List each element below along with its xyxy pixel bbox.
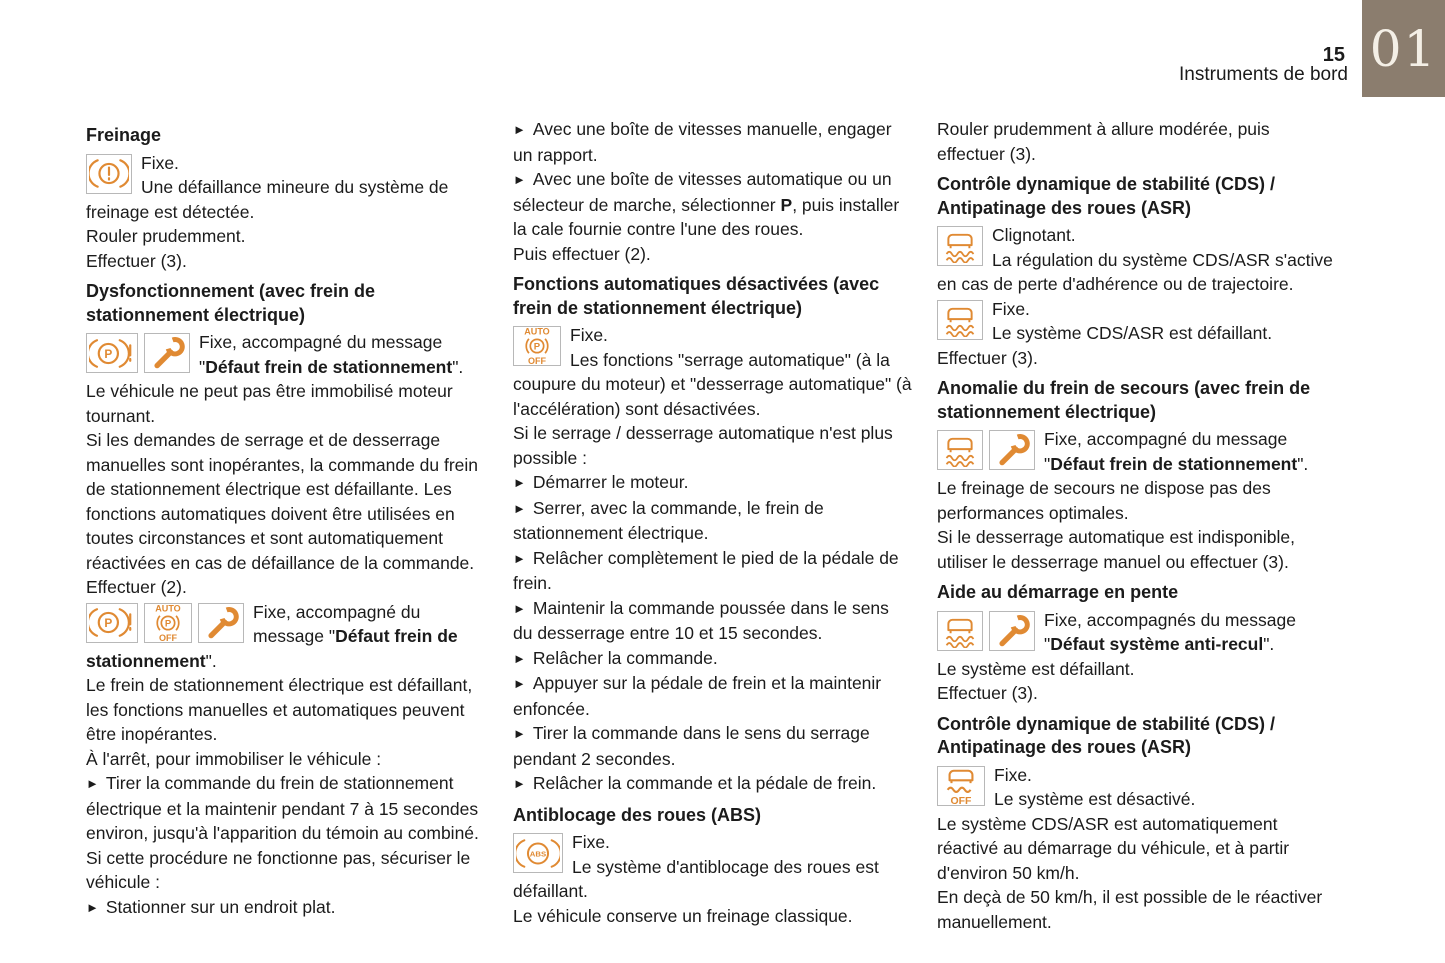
section-heading: Antiblocage des roues (ABS): [513, 804, 762, 825]
svg-text:P: P: [104, 615, 113, 630]
paragraph: Le système CDS/ASR est défaillant.: [992, 323, 1273, 343]
list-item-text: Tirer la commande dans le sens du serrage pendant 2 secondes.: [513, 723, 870, 769]
svg-text:P: P: [533, 341, 541, 353]
paragraph: Fixe.: [570, 325, 608, 345]
bullet-arrow-icon: ►: [513, 172, 526, 187]
list-item: [513, 721, 912, 771]
svg-text:AUTO: AUTO: [155, 603, 181, 614]
section-heading: Freinage: [86, 125, 162, 145]
stability-control-icon: [937, 300, 983, 340]
stability-control-icon: [937, 430, 983, 470]
text-segment: , puis installer la cale fournie contre l'une des roues.: [513, 194, 900, 239]
svg-text:OFF: OFF: [527, 356, 547, 366]
column-3: [937, 117, 1337, 934]
warning-icon-group: [86, 603, 244, 643]
list-item-text: Stationner sur un endroit plat.: [105, 896, 336, 917]
paragraph: Fixe.: [141, 152, 179, 173]
stability-control-off-icon: [937, 766, 985, 806]
text-segment: ".: [1297, 453, 1309, 474]
wrench-icon: [144, 333, 190, 373]
list-item: [86, 771, 486, 846]
paragraph: Effectuer (3).: [937, 683, 1038, 703]
warning-icon-group: [513, 833, 563, 873]
paragraph: Si le desserrage automatique est indisponible, utiliser le desserrage manuel ou effectuer (3).: [937, 527, 1295, 572]
abs-warning-icon: [513, 833, 563, 873]
list-item-text: Relâcher la commande.: [532, 647, 718, 668]
paragraph: Fixe.: [572, 832, 610, 852]
paragraph: Le système CDS/ASR est automatiquement réactivé au démarrage du véhicule, et à partir d'environ 50 km/h.: [937, 813, 1290, 883]
paragraph: Le système est défaillant.: [937, 658, 1135, 679]
chapter-tab: [1362, 0, 1445, 97]
svg-text:ABS: ABS: [529, 848, 547, 858]
bullet-arrow-icon: ►: [513, 500, 526, 516]
bullet-arrow-icon: ►: [86, 776, 99, 791]
bold-text: Défaut frein de stationnement: [1050, 453, 1298, 474]
wrench-icon: [198, 603, 244, 643]
paragraph: Le système est désactivé.: [994, 789, 1196, 809]
paragraph: Le système d'antiblocage des roues est défaillant.: [513, 856, 879, 901]
paragraph: Une défaillance mineure du système de freinage est détectée.: [86, 177, 449, 222]
stability-control-icon: [937, 226, 983, 266]
text-segment: Fixe, accompagnés du message ": [1044, 609, 1296, 654]
bullet-arrow-icon: ►: [513, 550, 526, 566]
paragraph: Fixe.: [994, 764, 1032, 785]
text-segment: Fixe, accompagné du message ": [253, 601, 421, 646]
bullet-arrow-icon: ►: [86, 899, 99, 915]
paragraph: Le véhicule conserve un freinage classique.: [513, 905, 853, 926]
list-item: [513, 671, 912, 721]
list-item-text: Maintenir la commande poussée dans le sens du desserrage entre 10 et 15 secondes.: [513, 597, 889, 643]
paragraph: Rouler prudemment à allure modérée, puis effectuer (3).: [937, 119, 1270, 164]
warning-icon-group: [937, 766, 985, 806]
paragraph: Fixe.: [992, 298, 1030, 319]
list-item: [513, 167, 912, 242]
section-heading: Anomalie du frein de secours (avec frein de stationnement électrique): [937, 378, 1311, 422]
parking-brake-fault-icon: [86, 333, 138, 373]
paragraph: Effectuer (3).: [86, 250, 187, 271]
bullet-arrow-icon: ►: [513, 475, 526, 490]
svg-text:OFF: OFF: [950, 795, 972, 806]
brake-warning-icon: [86, 154, 132, 194]
warning-icon-group: [937, 430, 1035, 470]
bullet-arrow-icon: ►: [513, 726, 526, 741]
list-item-text: [513, 169, 899, 239]
text-segment: ".: [452, 356, 464, 377]
bold-text: Défaut frein de stationnement: [205, 356, 453, 377]
parking-brake-fault-icon: [86, 603, 138, 643]
list-item: [513, 771, 912, 797]
section-heading: Dysfonctionnement (avec frein de stationnement électrique): [86, 281, 376, 325]
svg-text:P: P: [104, 346, 113, 361]
list-item: [513, 646, 912, 672]
warning-icon-group: [937, 611, 1035, 651]
bullet-arrow-icon: ►: [513, 122, 526, 137]
paragraph: Effectuer (2).: [86, 577, 187, 597]
paragraph: Le frein de stationnement électrique est défaillant, les fonctions manuelles et automatiques peuvent être inopérantes.: [86, 675, 473, 744]
list-item-text: Relâcher la commande et la pédale de frein.: [532, 773, 877, 793]
svg-text:OFF: OFF: [158, 632, 178, 643]
bullet-arrow-icon: ►: [513, 776, 526, 791]
svg-text:AUTO: AUTO: [524, 326, 550, 337]
paragraph: Si le serrage / desserrage automatique n'est plus possible :: [513, 423, 893, 468]
list-item: [513, 546, 912, 596]
warning-icon-group: [86, 154, 132, 194]
text-segment: Fixe, accompagné du message ": [1044, 429, 1288, 474]
paragraph: Le véhicule ne peut pas être immobilisé moteur tournant.: [86, 381, 453, 426]
column-2: [513, 117, 912, 928]
chapter-number: 01: [1369, 19, 1438, 78]
bullet-arrow-icon: ►: [513, 650, 526, 666]
wrench-icon: [989, 611, 1035, 651]
paragraph: Clignotant.: [992, 225, 1076, 245]
list-item: [513, 117, 912, 167]
warning-icon-group: [86, 333, 190, 373]
text-segment: ".: [1263, 634, 1275, 654]
list-item: [513, 496, 912, 546]
paragraph: Si cette procédure ne fonctionne pas, sécuriser le véhicule :: [86, 847, 471, 892]
auto-parking-brake-off-icon: [513, 326, 561, 366]
section-heading: Contrôle dynamique de stabilité (CDS) / Antipatinage des roues (ASR): [937, 713, 1276, 757]
section-heading: Fonctions automatiques désactivées (avec frein de stationnement électrique): [513, 274, 880, 318]
list-item: [86, 895, 486, 921]
text-segment: Fixe, accompagné du message ": [199, 332, 443, 377]
stability-control-icon: [937, 611, 983, 651]
warning-icon-group: [513, 326, 561, 366]
wrench-icon: [989, 430, 1035, 470]
warning-icon-group: [937, 300, 983, 340]
bold-text: Défaut système anti-recul: [1050, 634, 1264, 654]
list-item-text: Tirer la commande du frein de stationnement électrique et la maintenir pendant 7 à 15 secondes environ, jusqu'à l'apparition du témoin au combiné.: [86, 773, 479, 843]
list-item-text: Appuyer sur la pédale de frein et la maintenir enfoncée.: [513, 673, 882, 719]
section-title: Instruments de bord: [1179, 64, 1348, 85]
list-item-text: Démarrer le moteur.: [532, 472, 689, 492]
section-heading: Contrôle dynamique de stabilité (CDS) / Antipatinage des roues (ASR): [937, 174, 1276, 218]
bold-text: P: [780, 194, 793, 215]
paragraph: La régulation du système CDS/ASR s'active en cas de perte d'adhérence ou de trajectoire.: [937, 249, 1333, 294]
list-item-text: Avec une boîte de vitesses manuelle, engager un rapport.: [513, 119, 892, 165]
auto-parking-brake-off-icon: [144, 603, 192, 643]
list-item-text: Serrer, avec la commande, le frein de stationnement électrique.: [513, 497, 824, 543]
paragraph: Si les demandes de serrage et de desserrage manuelles sont inopérantes, la commande du frein de stationnement électrique est défaillante. Les fonctions automatiques doivent être utilisées en toutes circonstances et sont automatiquement réactivées en cas de défaillance de la commande.: [86, 430, 479, 573]
text-segment: Avec une boîte de vitesses automatique ou un sélecteur de marche, sélectionner: [513, 169, 892, 215]
paragraph: Le freinage de secours ne dispose pas des performances optimales.: [937, 478, 1271, 523]
warning-icon-group: [937, 226, 983, 266]
section-heading: Aide au démarrage en pente: [937, 582, 1179, 602]
list-item: [513, 596, 912, 646]
paragraph: Les fonctions "serrage automatique" (à la coupure du moteur) et "desserrage automatique" (à l'accélération) sont désactivées.: [513, 349, 912, 419]
text-segment: ".: [205, 650, 217, 671]
column-1: [86, 117, 486, 920]
bullet-arrow-icon: ►: [513, 676, 526, 691]
paragraph: En deçà de 50 km/h, il est possible de le réactiver manuellement.: [937, 887, 1323, 932]
svg-text:P: P: [164, 617, 172, 629]
paragraph: Effectuer (3).: [937, 347, 1038, 368]
bold-text: Défaut frein de stationnement: [86, 626, 458, 671]
paragraph: Puis effectuer (2).: [513, 243, 651, 264]
paragraph: Rouler prudemment.: [86, 226, 246, 246]
paragraph: À l'arrêt, pour immobiliser le véhicule :: [86, 748, 382, 769]
bullet-arrow-icon: ►: [513, 600, 526, 616]
list-item: [513, 470, 912, 496]
page-number: 15: [1322, 44, 1345, 66]
list-item-text: Relâcher complètement le pied de la pédale de frein.: [513, 547, 899, 593]
